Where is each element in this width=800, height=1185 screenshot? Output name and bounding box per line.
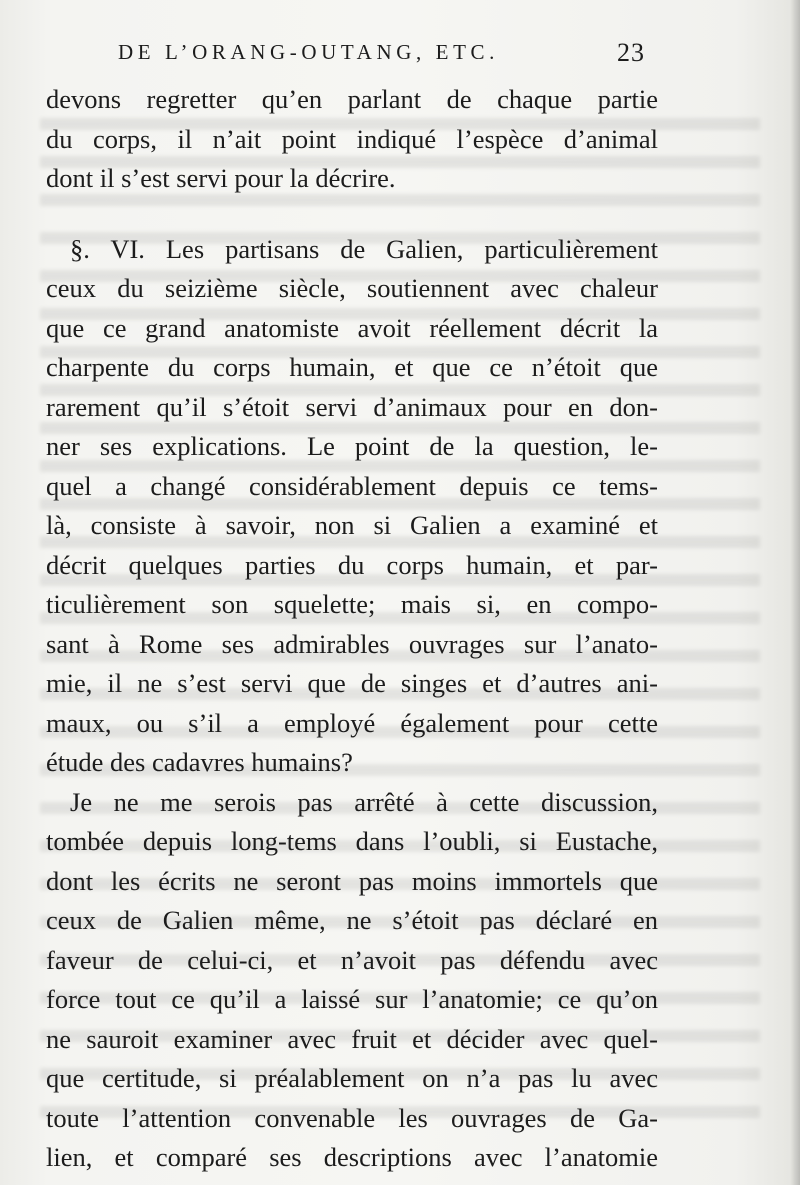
text-line: quel a changé considérablement depuis ce tems-: [46, 470, 658, 501]
text-line: que ce grand anatomiste avoit réellement décrit la: [46, 312, 658, 343]
running-title: DE L’ORANG-OUTANG, ETC.: [118, 40, 499, 64]
text-line: mie, il ne s’est servi que de singes et d’autres ani-: [46, 668, 658, 698]
page-edge-shadow: [790, 0, 800, 1185]
text-line: que certitude, si préalablement on n’a pas lu avec: [46, 1063, 658, 1093]
text-line: §. VI. Les partisans de Galien, particulièrement: [70, 233, 658, 264]
text-line: là, consiste à savoir, non si Galien a examiné et: [46, 510, 658, 540]
text-line: dont il s’est servi pour la décrire.: [46, 163, 396, 193]
text-line: ner ses explications. Le point de la question, le-: [46, 431, 658, 461]
text-line: décrit quelques parties du corps humain, et par-: [46, 549, 658, 580]
text-line: dont les écrits ne seront pas moins immortels que: [46, 865, 658, 896]
text-line: charpente du corps humain, et que ce n’étoit que: [46, 352, 658, 382]
text-line: étude des cadavres humains?: [46, 747, 353, 777]
text-line: devons regretter qu’en parlant de chaque partie: [46, 84, 658, 114]
text-line: du corps, il n’ait point indiqué l’espèce d’animal: [46, 123, 658, 154]
paragraph-gap: [46, 199, 658, 230]
text-line: force tout ce qu’il a laissé sur l’anatomie; ce qu’on: [46, 984, 658, 1014]
text-line: maux, ou s’il a employé également pour cette: [46, 707, 658, 738]
text-line: faveur de celui-ci, et n’avoit pas défendu avec: [46, 944, 658, 975]
text-line: Je ne me serois pas arrêté à cette discussion,: [70, 786, 658, 817]
text-line: ceux de Galien même, ne s’étoit pas déclaré en: [46, 905, 658, 935]
text-line: ticulièrement son squelette; mais si, en compo-: [46, 589, 658, 619]
text-line: rarement qu’il s’étoit servi d’animaux pour en don-: [46, 391, 658, 422]
text-line: ceux du seizième siècle, soutiennent avec chaleur: [46, 273, 658, 303]
text-line: sant à Rome ses admirables ouvrages sur l’anato-: [46, 628, 658, 659]
page-number: 23: [617, 38, 645, 67]
text-line: lien, et comparé ses descriptions avec l’anatomie: [46, 1142, 658, 1172]
text-line: toute l’attention convenable les ouvrages de Ga-: [46, 1102, 658, 1133]
text-line: ne sauroit examiner avec fruit et décider avec quel-: [46, 1023, 658, 1054]
body-text: [46, 80, 658, 1178]
text-line: tombée depuis long-tems dans l’oubli, si Eustache,: [46, 826, 658, 856]
